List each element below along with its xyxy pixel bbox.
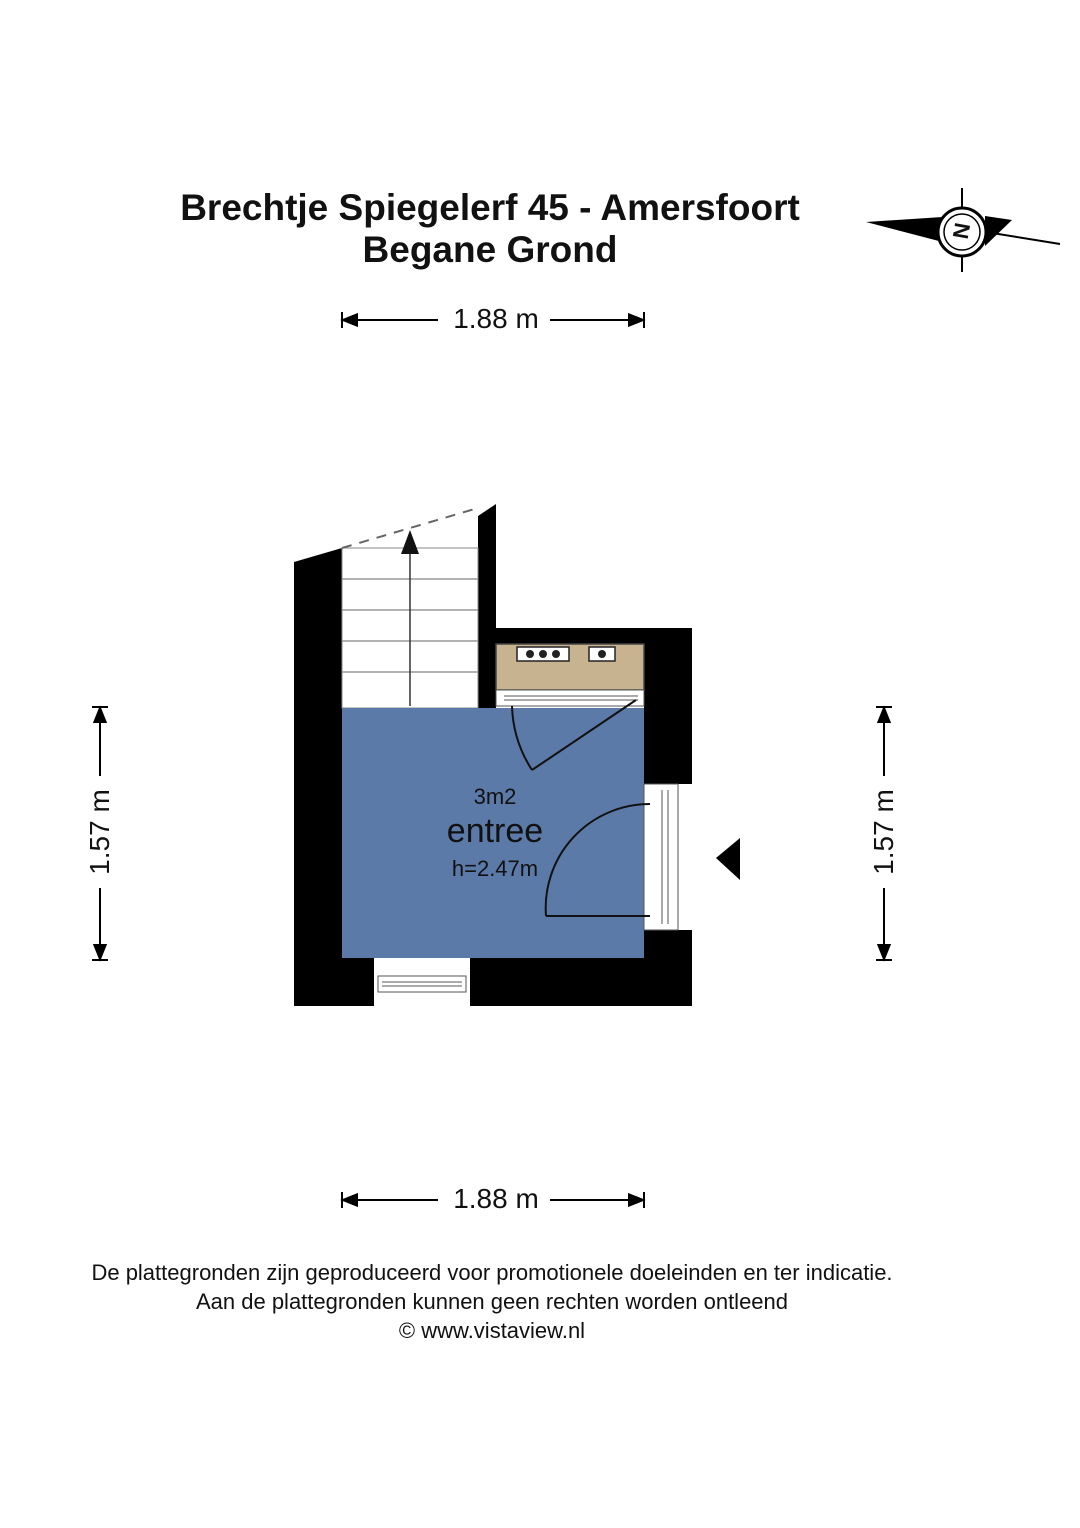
bottom-window bbox=[374, 958, 470, 1006]
disclaimer-line-1: De plattegronden zijn geproduceerd voor promotionele doeleinden en ter indicatie. bbox=[91, 1260, 893, 1285]
right-height-label: 1.57 m bbox=[868, 789, 899, 875]
compass-north-label: N bbox=[947, 220, 976, 241]
room-name-label: entree bbox=[446, 812, 544, 850]
room-area-label: 3m2 bbox=[473, 784, 517, 809]
bottom-width-label: 1.88 m bbox=[453, 1183, 539, 1214]
plan-floor-title: Begane Grond bbox=[362, 229, 618, 270]
disclaimer bbox=[0, 1258, 984, 1345]
entrance-arrow-icon bbox=[716, 838, 740, 880]
stair-up-arrow-icon bbox=[401, 530, 419, 554]
left-height-label: 1.57 m bbox=[84, 789, 115, 875]
plan-address-title: Brechtje Spiegelerf 45 - Amersfoort bbox=[180, 187, 800, 228]
meter-cupboard bbox=[496, 644, 644, 706]
top-width-label: 1.88 m bbox=[453, 303, 539, 334]
room-height-label: h=2.47m bbox=[451, 856, 539, 881]
staircase bbox=[342, 508, 478, 708]
disclaimer-line-2: Aan de plattegronden kunnen geen rechten worden ontleend bbox=[195, 1289, 789, 1314]
copyright-link[interactable]: © www.vistaview.nl bbox=[398, 1318, 586, 1343]
